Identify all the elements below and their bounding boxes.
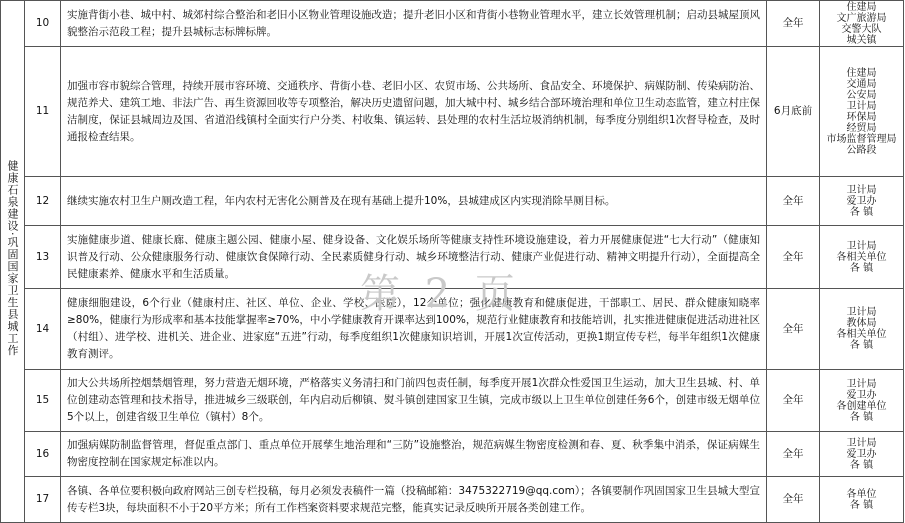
responsible-unit: 各相关单位 — [836, 251, 887, 263]
responsible-units — [820, 477, 904, 523]
responsible-unit: 卫计局 — [846, 100, 877, 112]
responsible-unit: 各 镇 — [849, 499, 874, 511]
row-number: 12 — [25, 177, 61, 226]
responsible-units — [820, 226, 904, 289]
responsible-unit: 环保局 — [846, 111, 877, 123]
responsible-unit: 各 镇 — [849, 206, 874, 218]
task-content: 健康细胞建设，6个行业（健康村庄、社区、单位、企业、学校、医院），12个单位；强化健康教育和健康促进，干部职工、居民、群众健康知晓率≥80%，健康行为形成率和基本技能掌握率≥70%，中小学健康教育开课率达到100%，规范行业健康教育和技能培训，扎实推进健康促进活动进社区（村组）、进学校、进机关、进企业、进家庭“五进”行动，每季度组织1次健康知识培训，开展1次宣传活动，更换1期宣传专栏，每半年组织1次健康教育测评。 — [61, 289, 767, 370]
task-content: 实施健康步道、健康长廊、健康主题公园、健康小屋、健身设备、文化娱乐场所等健康支持性环境设施建设，着力开展健康促进“七大行动”（健康知识普及行动、公众健康服务行动、健康饮食保障行动、全民素质健身行动、城乡环境整洁行动、健康产业促进行动、精神文明提升行动），全面提高全民健康素养、健康水平和生活质量。 — [61, 226, 767, 289]
responsible-unit: 卫计局 — [846, 240, 877, 252]
group-label-cell — [1, 1, 25, 523]
responsible-units — [820, 177, 904, 226]
row-number: 17 — [25, 477, 61, 523]
responsible-unit: 经贸局 — [846, 122, 877, 134]
responsible-unit: 教体局 — [846, 318, 877, 329]
responsible-unit: 公路段 — [846, 144, 877, 156]
table-row — [1, 477, 904, 523]
time-limit: 6月底前 — [767, 47, 820, 177]
table-row — [1, 177, 904, 226]
responsible-unit: 各 镇 — [849, 459, 874, 471]
responsible-unit: 文广旅游局 — [836, 12, 887, 24]
responsible-unit: 住建局 — [846, 67, 877, 79]
task-content: 加大公共场所控烟禁烟管理，努力营造无烟环境，严格落实义务清扫和门前四包责任制，每季度开展1次群众性爱国卫生运动，加大卫生县城、村、单位创建动态管理和技术指导，推进城乡三级联创，年内启动后柳镇、熨斗镇创建国家卫生镇，完成市级以上卫生单位创建任务6个，创建市级无烟单位5个以上，创建省级卫生单位（镇村）8个。 — [61, 370, 767, 432]
responsible-unit: 各 镇 — [849, 340, 874, 351]
table-row — [1, 432, 904, 477]
time-limit: 全年 — [767, 1, 820, 47]
task-content: 继续实施农村卫生户厕改造工程，年内农村无害化公厕普及在现有基础上提升10%，县城建成区内实现消除旱厕目标。 — [61, 177, 767, 226]
table-row — [1, 47, 904, 177]
responsible-unit: 爱卫办 — [846, 195, 877, 207]
row-number: 10 — [25, 1, 61, 47]
group-label: 健康石泉建设·巩固国家卫生县城工作 — [6, 160, 19, 357]
responsible-units — [820, 370, 904, 432]
responsible-unit: 卫计局 — [846, 378, 877, 390]
table-row — [1, 370, 904, 432]
responsible-unit: 各相关单位 — [836, 329, 887, 340]
responsible-units — [820, 432, 904, 477]
task-content: 加强市容市貌综合管理，持续开展市容环境、交通秩序、背街小巷、老旧小区、农贸市场、公共场所、食品安全、环境保护、病媒防制、传染病防治、规范养犬、建筑工地、非法广告、再生资源回收等专项整治，解决历史遗留问题，加大城中村、城乡结合部环境治理和单位卫生动态监管，建立村庄保洁制度，保证县城周边及国、省道沿线镇村全面实行户分类、村收集、镇运转、县处理的农村生活垃圾消纳机制，每季度分别组织1次督导检查，及时通报检查结果。 — [61, 47, 767, 177]
time-limit: 全年 — [767, 289, 820, 370]
responsible-unit: 各单位 — [846, 488, 877, 500]
time-limit: 全年 — [767, 226, 820, 289]
task-content: 实施背街小巷、城中村、城郊村综合整治和老旧小区物业管理设施改造；提升老旧小区和背街小巷物业管理水平，建立长效管理机制；启动县城屋顶风貌整治示范段工程；提升县城标志标牌标牌。 — [61, 1, 767, 47]
time-limit: 全年 — [767, 177, 820, 226]
responsible-unit: 市场监督管理局 — [826, 133, 897, 145]
responsible-unit: 交通局 — [846, 78, 877, 90]
time-limit: 全年 — [767, 477, 820, 523]
task-content: 各镇、各单位要积极向政府网站三创专栏投稿，每月必须发表稿件一篇（投稿邮箱：3475322719@qq.com）；各镇要制作巩固国家卫生县城大型宣传专栏3块，每块面积不小于20平方米；所有工作档案资料要求规范完整，能真实记录反映所开展各类创建工作。 — [61, 477, 767, 523]
responsible-unit: 各 镇 — [849, 411, 874, 423]
responsible-unit: 卫计局 — [846, 437, 877, 449]
responsible-unit: 卫计局 — [846, 184, 877, 196]
responsible-unit: 各 镇 — [849, 262, 874, 274]
time-limit: 全年 — [767, 370, 820, 432]
responsible-units — [820, 289, 904, 370]
responsible-unit: 公安局 — [846, 89, 877, 101]
page-watermark: 第 2 页 — [360, 271, 521, 317]
responsible-unit: 交警大队 — [841, 23, 882, 35]
task-content: 加强病媒防制监督管理，督促重点部门、重点单位开展孳生地治理和“三防”设施整治，规范病媒生物密度检测和春、夏、秋季集中消杀，保证病媒生物密度控制在国家规定标准以内。 — [61, 432, 767, 477]
responsible-unit: 各创建单位 — [836, 400, 887, 412]
row-number: 11 — [25, 47, 61, 177]
row-number: 15 — [25, 370, 61, 432]
row-number: 13 — [25, 226, 61, 289]
responsible-unit: 爱卫办 — [846, 389, 877, 401]
responsible-unit: 住建局 — [846, 1, 877, 13]
row-number: 14 — [25, 289, 61, 370]
time-limit: 全年 — [767, 432, 820, 477]
row-number: 16 — [25, 432, 61, 477]
responsible-units — [820, 47, 904, 177]
table-row — [1, 1, 904, 47]
responsible-unit: 城关镇 — [846, 34, 877, 46]
responsible-unit: 爱卫办 — [846, 448, 877, 460]
responsible-units — [820, 1, 904, 47]
responsible-unit: 卫计局 — [846, 307, 877, 318]
